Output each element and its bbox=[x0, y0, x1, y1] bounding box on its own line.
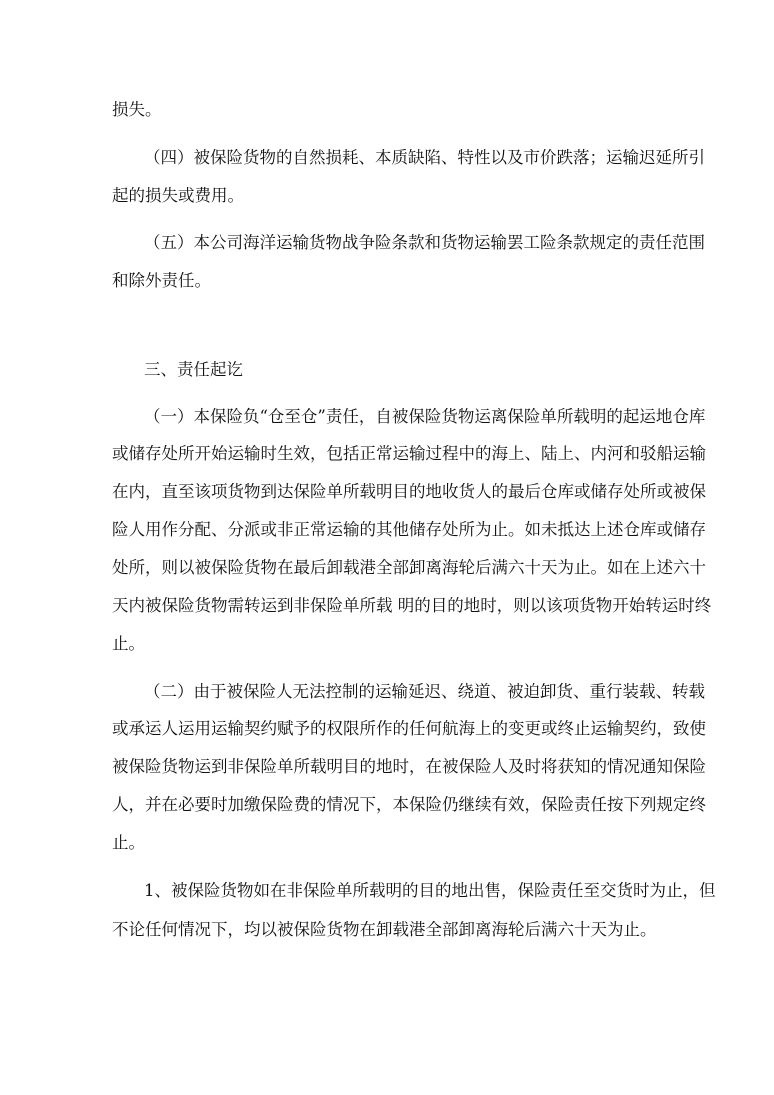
paragraph-line: 处所，则以被保险货物在最后卸载港全部卸离海轮后满六十天为止。如在上述六十 bbox=[112, 558, 706, 577]
paragraph-line: （一）本保险负“仓至仓”责任，自被保险货物运离保险单所载明的起运地仓库 bbox=[144, 407, 706, 426]
paragraph-line: 1、被保险货物如在非保险单所载明的目的地出售，保险责任至交货时为止，但 bbox=[144, 881, 716, 900]
paragraph-line: 止。 bbox=[112, 634, 145, 653]
paragraph-line: 起的损失或费用。 bbox=[112, 186, 244, 205]
paragraph-line: 止。 bbox=[112, 833, 145, 852]
paragraph-line: （二）由于被保险人无法控制的运输延迟、绕道、被迫卸货、重行装载、转载 bbox=[144, 682, 705, 701]
paragraph-line: 天内被保险货物需转运到非保险单所载 明的目的地时，则以该项货物开始转运时终 bbox=[112, 596, 712, 615]
paragraph-line: 损失。 bbox=[112, 100, 162, 119]
paragraph-line: 或承运人运用运输契约赋予的权限所作的任何航海上的变更或终止运输契约，致使 bbox=[112, 719, 706, 738]
paragraph-line: 不论任何情况下，均以被保险货物在卸载港全部卸离海轮后满六十天为止。 bbox=[112, 920, 657, 939]
paragraph-line: （五）本公司海洋运输货物战争险条款和货物运输罢工险条款规定的责任范围 bbox=[144, 233, 705, 252]
paragraph-line: 或储存处所开始运输时生效，包括正常运输过程中的海上、陆上、内河和驳船运输 bbox=[112, 444, 706, 463]
paragraph-line: 险人用作分配、分派或非正常运输的其他储存处所为止。如未抵达上述仓库或储存 bbox=[112, 520, 706, 539]
paragraph-line: 被保险货物运到非保险单所载明目的地时，在被保险人及时将获知的情况通知保险 bbox=[112, 757, 706, 776]
paragraph-line: （四）被保险货物的自然损耗、本质缺陷、特性以及市价跌落；运输迟延所引 bbox=[144, 148, 705, 167]
paragraph-line: 在内，直至该项货物到达保险单所载明目的地收货人的最后仓库或储存处所或被保 bbox=[112, 482, 706, 501]
paragraph-line: 人，并在必要时加缴保险费的情况下，本保险仍继续有效，保险责任按下列规定终 bbox=[112, 795, 706, 814]
section-heading: 三、责任起讫 bbox=[144, 360, 243, 379]
paragraph-line: 和除外责任。 bbox=[112, 271, 211, 290]
